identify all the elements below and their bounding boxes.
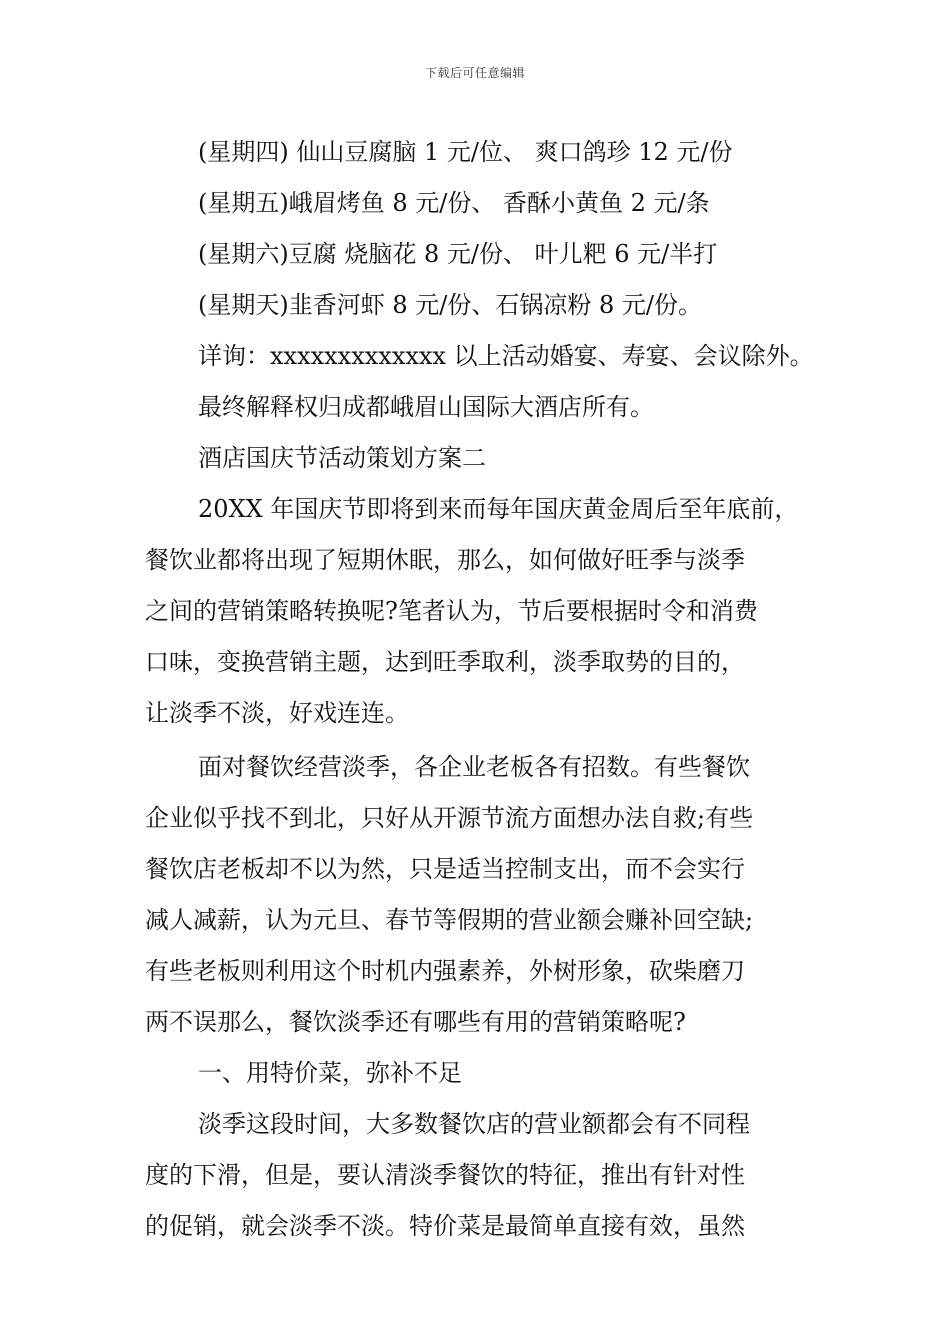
- text-line: 让淡季不淡，好戏连连。: [145, 699, 409, 727]
- text-line: (星期天)韭香河虾 8 元/份、石锅凉粉 8 元/份。: [198, 291, 702, 319]
- text-line: 最终解释权归成都峨眉山国际大酒店所有。: [198, 393, 654, 421]
- section-title: 酒店国庆节活动策划方案二: [198, 444, 486, 472]
- text-line: 口味，变换营销主题，达到旺季取利，淡季取势的目的，: [145, 648, 745, 676]
- page-header: 下载后可任意编辑: [424, 66, 525, 80]
- text-line: 之间的营销策略转换呢?笔者认为，节后要根据时令和消费: [145, 597, 758, 625]
- text-line: 20XX 年国庆节即将到来而每年国庆黄金周后至年底前，: [198, 495, 799, 523]
- document-body: [145, 127, 825, 1252]
- text-line: 餐饮店老板却不以为然，只是适当控制支出，而不会实行: [145, 855, 745, 883]
- text-line: 两不误那么，餐饮淡季还有哪些有用的营销策略呢?: [145, 1008, 686, 1036]
- text-line: 面对餐饮经营淡季，各企业老板各有招数。有些餐饮: [198, 753, 750, 781]
- text-line: 餐饮业都将出现了短期休眠，那么，如何做好旺季与淡季: [145, 546, 745, 574]
- text-line: 减人减薪，认为元旦、春节等假期的营业额会赚补回空缺;: [145, 906, 754, 934]
- text-line: 详询：xxxxxxxxxxxxx 以上活动婚宴、寿宴、会议除外。: [198, 342, 814, 370]
- text-line: 有些老板则利用这个时机内强素养，外树形象，砍柴磨刀: [145, 957, 745, 985]
- text-line: 的促销，就会淡季不淡。特价菜是最简单直接有效，虽然: [145, 1212, 745, 1240]
- text-line: 淡季这段时间，大多数餐饮店的营业额都会有不同程: [198, 1110, 750, 1138]
- text-line: (星期四) 仙山豆腐脑 1 元/位、 爽口鸽珍 12 元/份: [198, 138, 733, 166]
- text-line: 度的下滑，但是，要认清淡季餐饮的特征，推出有针对性: [145, 1161, 745, 1189]
- section-heading: 一、用特价菜，弥补不足: [198, 1059, 462, 1087]
- text-line: (星期六)豆腐 烧脑花 8 元/份、 叶儿粑 6 元/半打: [198, 240, 718, 268]
- text-line: 企业似乎找不到北，只好从开源节流方面想办法自救;有些: [145, 804, 754, 832]
- text-line: (星期五)峨眉烤鱼 8 元/份、 香酥小黄鱼 2 元/条: [198, 189, 710, 217]
